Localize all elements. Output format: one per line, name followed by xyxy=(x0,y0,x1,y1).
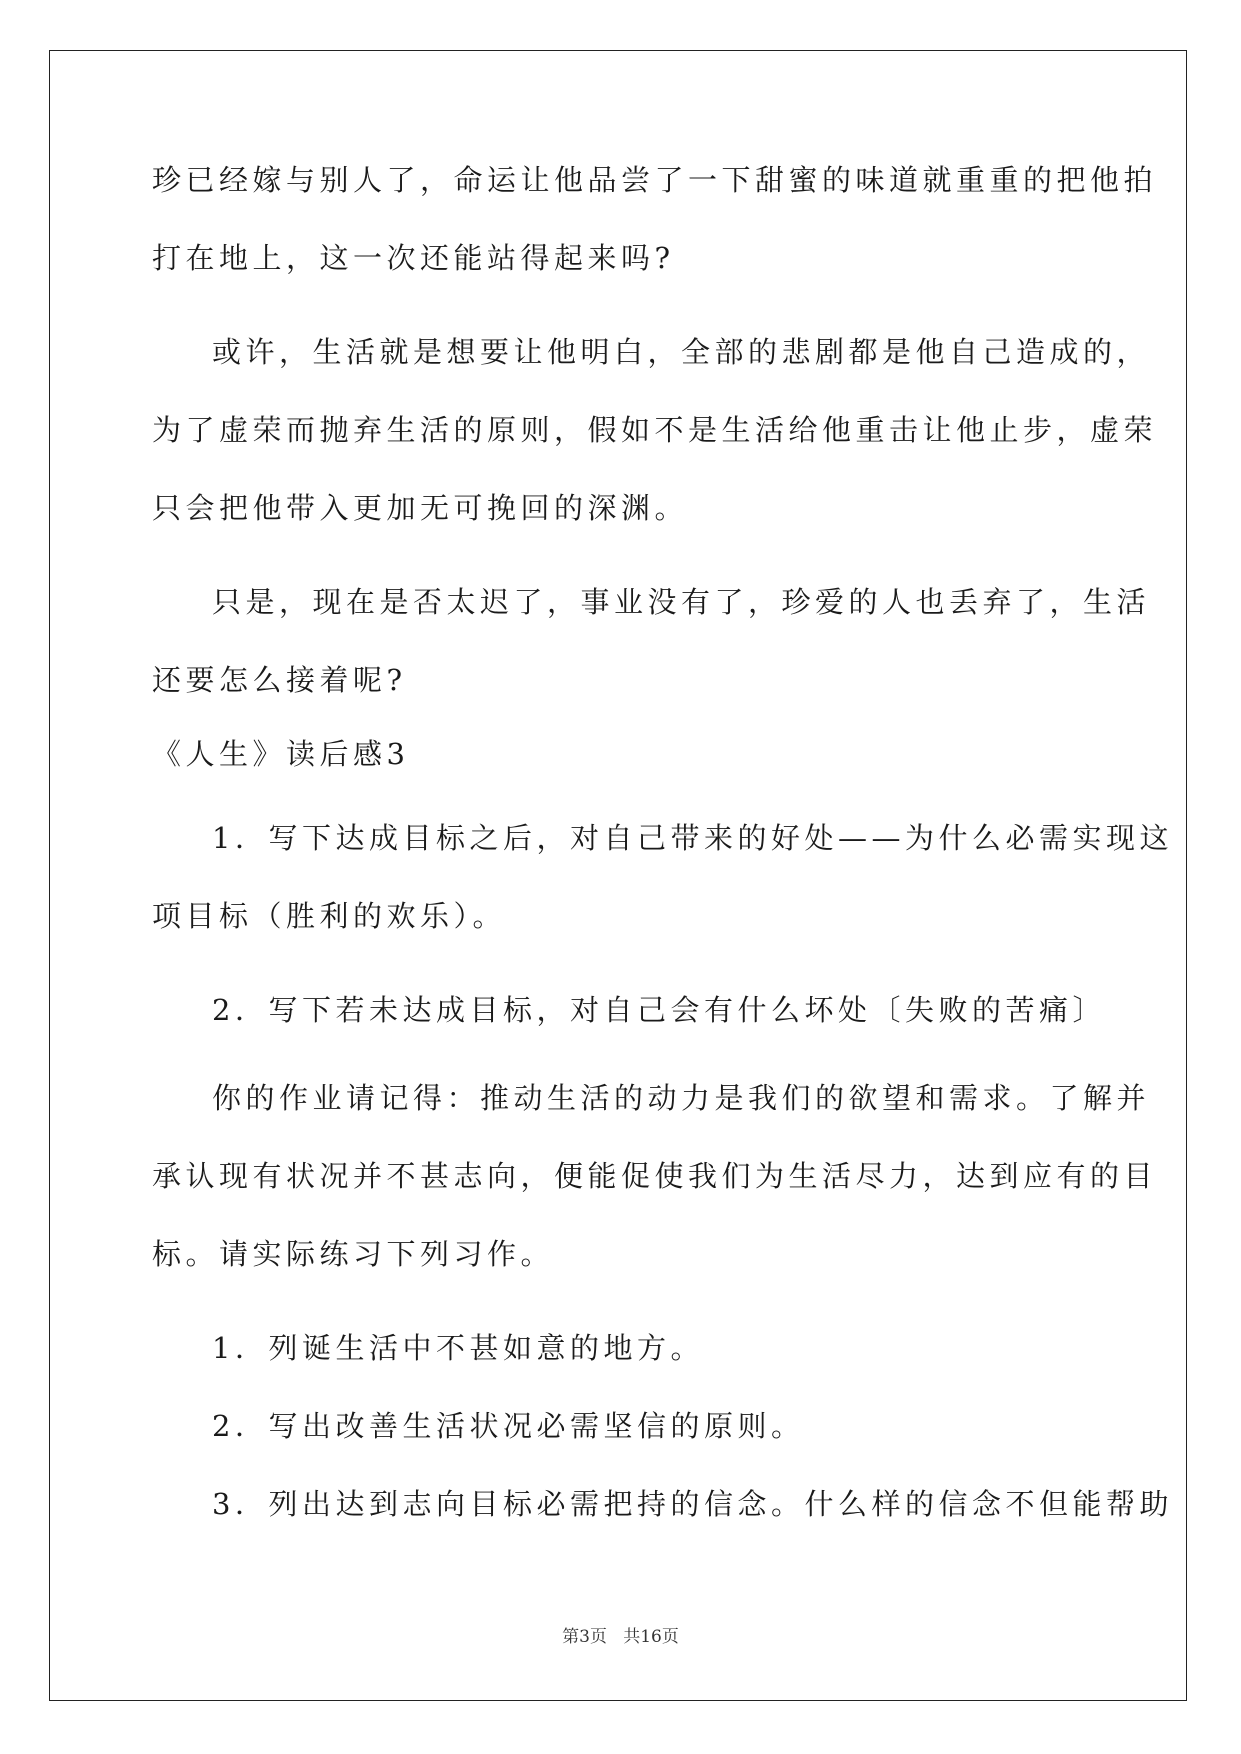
paragraph-start-line: 你的作业请记得：推动生活的动力是我们的欲望和需求。了解并 xyxy=(212,1081,1151,1115)
text-line: 还要怎么接着呢? xyxy=(152,663,407,697)
list-item-line: 3．列出达到志向目标必需把持的信念。什么样的信念不但能帮助 xyxy=(212,1487,1173,1521)
section-heading: 《人生》读后感3 xyxy=(152,737,410,771)
page-total: 共16页 xyxy=(623,1627,679,1647)
page-border xyxy=(49,50,1187,1701)
page-footer xyxy=(0,1622,1241,1647)
text-line: 承认现有状况并不甚志向，便能促使我们为生活尽力，达到应有的目 xyxy=(152,1159,1158,1193)
list-item-line: 1．写下达成目标之后，对自己带来的好处——为什么必需实现这 xyxy=(212,821,1173,855)
page-number: 第3页 xyxy=(562,1627,607,1647)
text-line: 标。请实际练习下列习作。 xyxy=(152,1237,555,1271)
text-line: 为了虚荣而抛弃生活的原则，假如不是生活给他重击让他止步，虚荣 xyxy=(152,413,1158,447)
paragraph-start-line: 或许，生活就是想要让他明白，全部的悲剧都是他自己造成的， xyxy=(212,335,1151,369)
text-line: 珍已经嫁与别人了，命运让他品尝了一下甜蜜的味道就重重的把他拍 xyxy=(152,163,1158,197)
list-item-line: 2．写出改善生活状况必需坚信的原则。 xyxy=(212,1409,805,1443)
paragraph-start-line: 只是，现在是否太迟了，事业没有了，珍爱的人也丢弃了，生活 xyxy=(212,585,1151,619)
text-line: 只会把他带入更加无可挽回的深渊。 xyxy=(152,491,689,525)
list-item-line: 1．列诞生活中不甚如意的地方。 xyxy=(212,1331,704,1365)
list-item-line: 2．写下若未达成目标，对自己会有什么坏处〔失败的苦痛〕 xyxy=(212,993,1106,1027)
text-line: 打在地上，这一次还能站得起来吗? xyxy=(152,241,675,275)
text-line: 项目标（胜利的欢乐）。 xyxy=(152,899,507,933)
